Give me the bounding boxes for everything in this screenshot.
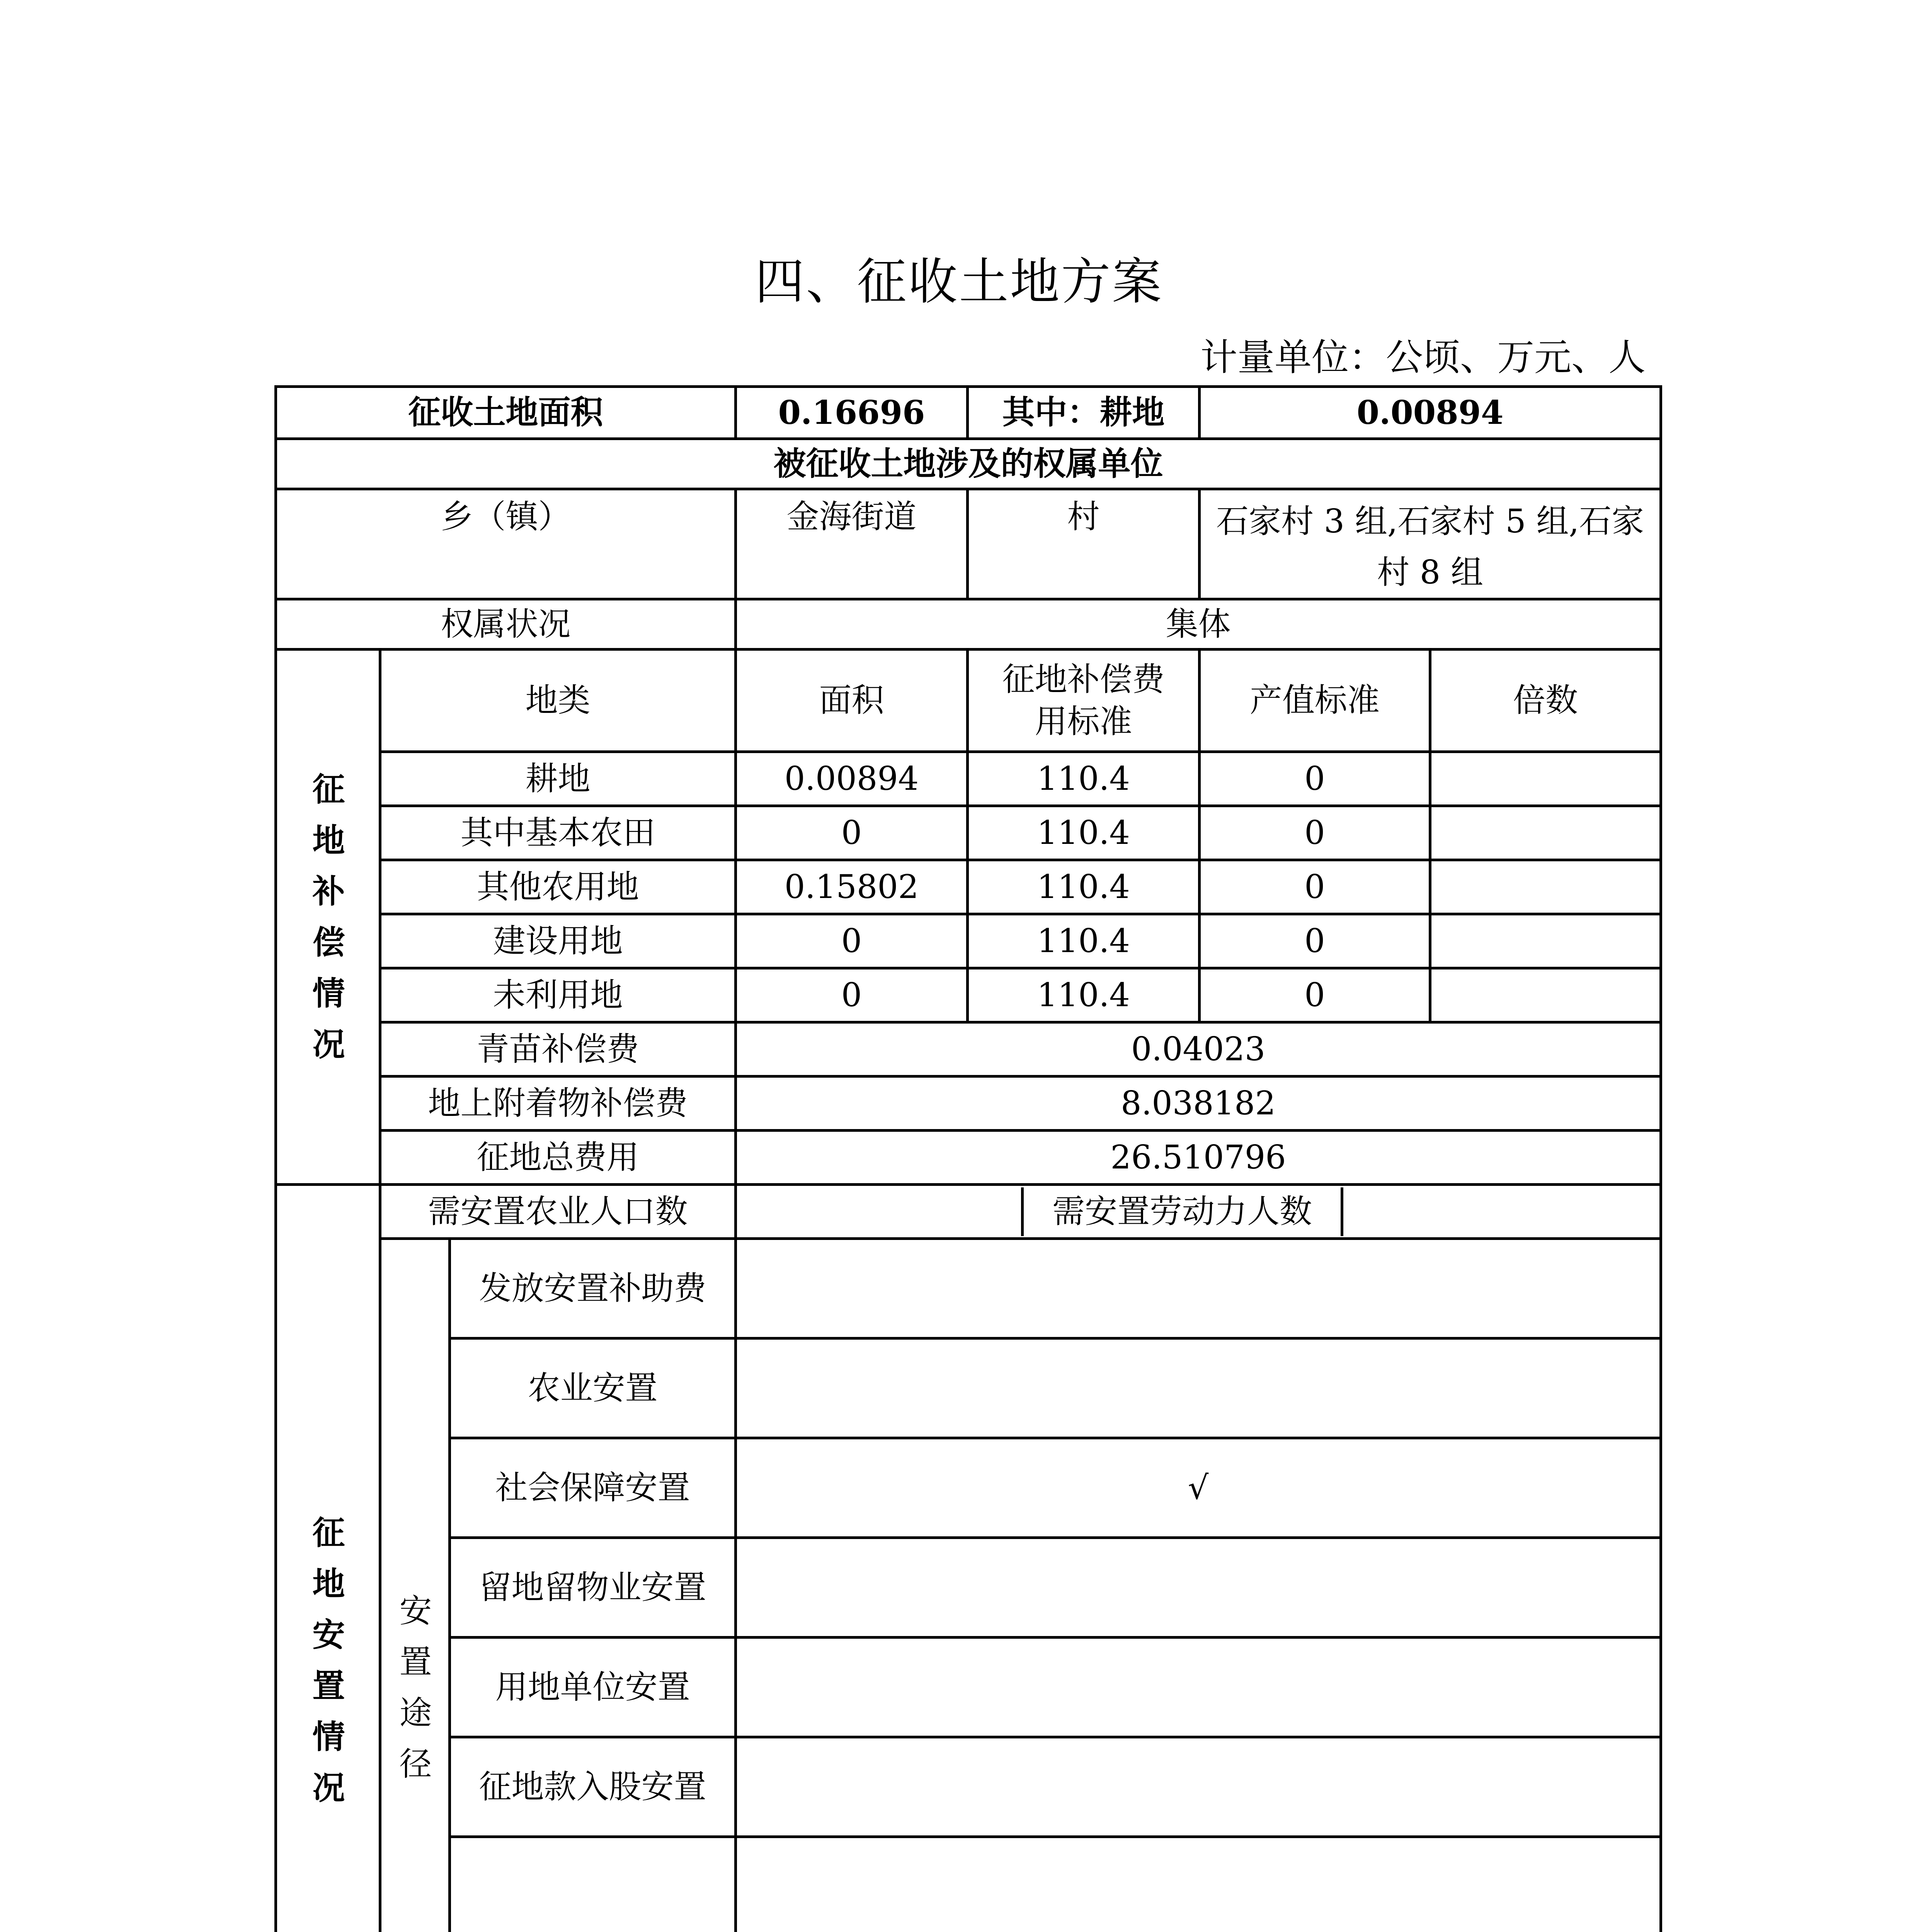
standard-cell: 110.4 xyxy=(968,806,1200,860)
header-output-standard: 产值标准 xyxy=(1200,650,1430,752)
land-type-cell: 建设用地 xyxy=(380,914,736,968)
area-cell: 0.00894 xyxy=(736,752,968,806)
area-cell: 0.15802 xyxy=(736,860,968,914)
land-type-cell: 未利用地 xyxy=(380,968,736,1022)
table-row xyxy=(276,860,1661,914)
route-name: 农业安置 xyxy=(450,1338,736,1438)
unit-label: 计量单位：公顷、万元、人 xyxy=(1200,336,1646,379)
route-row xyxy=(276,1638,1661,1737)
route-name xyxy=(450,1837,736,1932)
standard-cell: 110.4 xyxy=(968,752,1200,806)
route-row xyxy=(276,1438,1661,1538)
labor-label: 需安置劳动力人数 xyxy=(1021,1187,1343,1236)
output-cell: 0 xyxy=(1200,752,1430,806)
area-cell: 0 xyxy=(736,968,968,1022)
multiple-cell xyxy=(1430,968,1661,1022)
village-value: 石家村 3 组,石家村 5 组,石家村 8 组 xyxy=(1200,489,1661,599)
table-row xyxy=(276,752,1661,806)
ag-population-value xyxy=(737,1187,1021,1236)
route-name: 发放安置补助费 xyxy=(450,1239,736,1338)
land-type-cell: 耕地 xyxy=(380,752,736,806)
compensation-section-label: 征地补偿情况 xyxy=(276,650,380,1185)
farmland-label: 其中：耕地 xyxy=(968,387,1200,439)
seedling-row xyxy=(276,1022,1661,1077)
multiple-cell xyxy=(1430,914,1661,968)
route-value: √ xyxy=(736,1438,1661,1538)
route-row xyxy=(276,1239,1661,1338)
route-label: 安置途径 xyxy=(380,1239,450,1932)
standard-cell: 110.4 xyxy=(968,968,1200,1022)
labor-cell xyxy=(736,1185,1661,1239)
header-multiple: 倍数 xyxy=(1430,650,1661,752)
route-value xyxy=(736,1239,1661,1338)
standard-cell: 110.4 xyxy=(968,914,1200,968)
ownership-status-row xyxy=(276,599,1661,650)
area-value: 0.16696 xyxy=(736,387,968,439)
area-cell: 0 xyxy=(736,806,968,860)
compensation-header-row xyxy=(276,650,1661,752)
land-type-cell: 其他农用地 xyxy=(380,860,736,914)
area-label: 征收土地面积 xyxy=(276,387,736,439)
total-label: 征地总费用 xyxy=(380,1131,736,1185)
ownership-title-row xyxy=(276,439,1661,489)
farmland-value: 0.00894 xyxy=(1200,387,1661,439)
standard-cell: 110.4 xyxy=(968,860,1200,914)
town-label: 乡（镇） xyxy=(276,489,736,599)
route-value xyxy=(736,1737,1661,1837)
route-name: 用地单位安置 xyxy=(450,1638,736,1737)
total-row xyxy=(276,1131,1661,1185)
ag-population-label: 需安置农业人口数 xyxy=(380,1185,736,1239)
route-value xyxy=(736,1638,1661,1737)
total-value: 26.510796 xyxy=(736,1131,1661,1185)
ownership-section-title: 被征收土地涉及的权属单位 xyxy=(276,439,1661,489)
land-acquisition-table xyxy=(274,385,1662,1932)
resettlement-count-row xyxy=(276,1185,1661,1239)
header-land-type: 地类 xyxy=(380,650,736,752)
header-standard: 征地补偿费用标准 xyxy=(968,650,1200,752)
seedling-label: 青苗补偿费 xyxy=(380,1022,736,1077)
route-name: 征地款入股安置 xyxy=(450,1737,736,1837)
table-row xyxy=(276,806,1661,860)
route-row xyxy=(276,1538,1661,1638)
table-row xyxy=(276,914,1661,968)
status-label: 权属状况 xyxy=(276,599,736,650)
header-area: 面积 xyxy=(736,650,968,752)
route-row xyxy=(276,1737,1661,1837)
attachment-row xyxy=(276,1077,1661,1131)
attachment-value: 8.038182 xyxy=(736,1077,1661,1131)
route-row xyxy=(276,1338,1661,1438)
route-name: 社会保障安置 xyxy=(450,1438,736,1538)
output-cell: 0 xyxy=(1200,968,1430,1022)
route-value xyxy=(736,1338,1661,1438)
page-title: 四、征收土地方案 xyxy=(755,253,1163,311)
table-row xyxy=(276,968,1661,1022)
multiple-cell xyxy=(1430,806,1661,860)
route-value xyxy=(736,1837,1661,1932)
ownership-location-row xyxy=(276,489,1661,599)
land-type-cell: 其中基本农田 xyxy=(380,806,736,860)
route-row xyxy=(276,1837,1661,1932)
summary-row xyxy=(276,387,1661,439)
output-cell: 0 xyxy=(1200,914,1430,968)
output-cell: 0 xyxy=(1200,860,1430,914)
attachment-label: 地上附着物补偿费 xyxy=(380,1077,736,1131)
area-cell: 0 xyxy=(736,914,968,968)
multiple-cell xyxy=(1430,752,1661,806)
output-cell: 0 xyxy=(1200,806,1430,860)
route-name: 留地留物业安置 xyxy=(450,1538,736,1638)
seedling-value: 0.04023 xyxy=(736,1022,1661,1077)
labor-value xyxy=(1343,1187,1659,1236)
multiple-cell xyxy=(1430,860,1661,914)
route-value xyxy=(736,1538,1661,1638)
resettlement-section-label: 征地安置情况 xyxy=(276,1185,380,1932)
town-value: 金海街道 xyxy=(736,489,968,599)
status-value: 集体 xyxy=(736,599,1661,650)
village-label: 村 xyxy=(968,489,1200,599)
